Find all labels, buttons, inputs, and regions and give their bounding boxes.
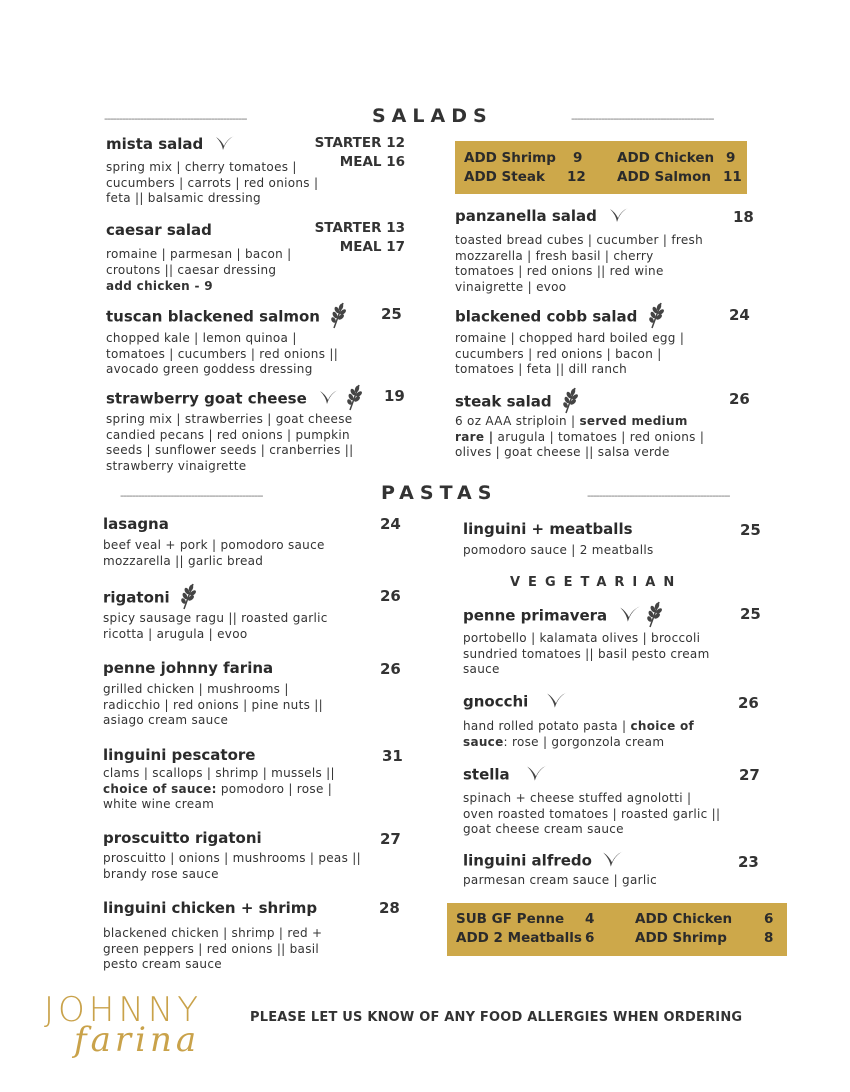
desc-bold: served medium rare | (455, 414, 688, 444)
item-price: 25 (740, 605, 761, 623)
item-name: gnocchi (463, 692, 529, 711)
addon-label: ADD Steak (464, 169, 545, 185)
menu-item-linguini-alfredo (463, 850, 625, 872)
desc-part: : rose | gorgonzola cream (503, 734, 665, 749)
menu-item-linguini-pescatore: linguini pescatore (103, 746, 256, 764)
leaf-icon (318, 389, 340, 409)
item-price: 23 (738, 853, 759, 871)
price-meal: MEAL 16 (339, 154, 405, 170)
leaf-icon (214, 135, 236, 155)
item-name: linguini alfredo (463, 851, 592, 870)
item-price: 27 (739, 766, 760, 784)
item-description (455, 414, 720, 461)
menu-item-linguini-chicken-shrimp: linguini chicken + shrimp (103, 899, 318, 917)
salads-left-rule: ------------------------------------------------ (104, 112, 247, 125)
item-description: portobello | kalamata olives | broccoli sundried tomatoes || basil pesto cream sauce (463, 631, 710, 676)
item-price: 19 (384, 387, 405, 405)
leaf-icon (608, 207, 630, 227)
price-meal: MEAL 17 (339, 239, 405, 255)
logo (44, 990, 234, 1070)
addon-label: SUB GF Penne (456, 911, 565, 927)
menu-item-caesar-salad: caesar salad (106, 221, 212, 239)
addon-label: ADD Chicken (635, 911, 733, 927)
addon-price: 9 (573, 150, 583, 166)
item-description: pomodoro sauce | 2 meatballs (463, 543, 654, 557)
menu-item-penne-primavera (463, 600, 663, 632)
menu-item-blackened-cobb-salad (455, 301, 665, 333)
menu-item-lasagna: lasagna (103, 515, 169, 533)
item-description: spicy sausage ragu || roasted garlic ricotta | arugula | evoo (103, 611, 328, 641)
desc-part: 6 oz AAA striploin | (455, 414, 580, 428)
desc-part: hand rolled potato pasta | (463, 719, 631, 733)
item-description: parmesan cream sauce | garlic (463, 873, 658, 887)
addon-price: 6 (585, 930, 595, 946)
item-description: toasted bread cubes | cucumber | fresh mozzarella | fresh basil | cherry tomatoes | red onions || red wine vinaigrette | evoo (455, 233, 703, 294)
item-price: 26 (738, 694, 759, 712)
item-description (463, 719, 718, 750)
item-description: chopped kale | lemon quinoa | tomatoes | cucumbers | red onions || avocado green goddess dressing (106, 331, 339, 376)
menu-item-mista-salad (106, 134, 236, 155)
wheat-icon (181, 582, 197, 614)
desc-part: clams | scallops | shrimp | mussels || (103, 766, 335, 780)
wheat-icon (331, 301, 347, 333)
addon-price: 9 (726, 150, 736, 166)
addon-label: ADD Shrimp (635, 930, 727, 946)
desc-part: arugula | tomatoes | red onions | olives | goat cheese || salsa verde (455, 429, 705, 459)
addon-label: ADD 2 Meatballs (456, 930, 582, 946)
item-price: 27 (380, 830, 401, 848)
item-price: 25 (381, 305, 402, 323)
leaf-icon (545, 691, 569, 713)
item-name: penne primavera (463, 606, 608, 625)
item-extra: add chicken - 9 (106, 279, 213, 293)
pastas-left-rule: ------------------------------------------------ (120, 489, 263, 502)
item-price: 18 (733, 208, 754, 226)
wheat-icon (649, 301, 665, 333)
desc-part: pomodoro | rose | white wine cream (103, 781, 333, 811)
price-starter: STARTER 12 (314, 135, 405, 151)
leaf-icon (601, 850, 625, 872)
addon-price: 11 (723, 169, 742, 185)
leaf-icon (525, 764, 549, 786)
item-name: strawberry goat cheese (106, 389, 307, 408)
item-price: 26 (729, 390, 750, 408)
item-name: blackened cobb salad (455, 307, 638, 326)
menu-item-gnocchi (463, 691, 569, 713)
item-price: 24 (380, 515, 401, 533)
item-name: panzanella salad (455, 207, 597, 225)
menu-item-strawberry-goat-cheese (106, 383, 363, 415)
item-price: 28 (379, 899, 400, 917)
addon-price: 6 (764, 911, 774, 927)
item-price: 25 (740, 521, 761, 539)
item-price: 31 (382, 747, 403, 765)
addon-label: ADD Salmon (617, 169, 711, 185)
salad-addons-box (455, 141, 747, 194)
pastas-title: PASTAS (381, 482, 498, 504)
item-price: 24 (729, 306, 750, 324)
desc-bold: choice of sauce (463, 719, 695, 749)
salads-right-rule: ------------------------------------------------ (571, 112, 714, 125)
item-description: spring mix | cherry tomatoes | cucumbers | carrots | red onions | feta || balsamic dressing (106, 160, 319, 205)
item-name: tuscan blackened salmon (106, 307, 320, 326)
logo-farina: farina (74, 1020, 201, 1060)
menu-item-proscuitto-rigatoni: proscuitto rigatoni (103, 829, 262, 847)
item-description: grilled chicken | mushrooms | radicchio | red onions | pine nuts || asiago cream sauce (103, 682, 323, 727)
desc-bold: choice of sauce: (103, 781, 217, 796)
addon-label: ADD Shrimp (464, 150, 556, 166)
menu-item-panzanella-salad (455, 206, 630, 227)
addon-label: ADD Chicken (617, 150, 715, 166)
addon-price: 4 (585, 911, 595, 927)
allergy-notice: PLEASE LET US KNOW OF ANY FOOD ALLERGIES WHEN ORDERING (250, 1010, 743, 1025)
item-price: 26 (380, 660, 401, 678)
item-name: rigatoni (103, 588, 170, 607)
item-name: steak salad (455, 392, 552, 411)
wheat-icon (347, 383, 363, 415)
menu-item-rigatoni (103, 582, 197, 614)
wheat-icon (647, 600, 663, 632)
item-name: stella (463, 765, 510, 784)
pasta-addons-box (447, 903, 787, 956)
vegetarian-title: VEGETARIAN (510, 575, 683, 590)
item-description: romaine | parmesan | bacon | croutons || caesar dressing (106, 247, 292, 277)
price-starter: STARTER 13 (314, 220, 405, 236)
item-description: blackened chicken | shrimp | red + green peppers | red onions || basil pesto cream sauce (103, 926, 323, 971)
item-description: spring mix | strawberries | goat cheese candied pecans | red onions | pumpkin seeds | sunflower seeds | cranberries || strawberry vinaigrette (106, 412, 354, 473)
item-description: romaine | chopped hard boiled egg | cucumbers | red onions | bacon | tomatoes | feta || dill ranch (455, 331, 685, 376)
item-description: proscuitto | onions | mushrooms | peas || brandy rose sauce (103, 851, 361, 881)
item-name: mista salad (106, 135, 204, 153)
menu-item-penne-johnny-farina: penne johnny farina (103, 659, 274, 677)
item-description: spinach + cheese stuffed agnolotti | oven roasted tomatoes | roasted garlic || goat cheese cream sauce (463, 791, 721, 836)
menu-item-tuscan-blackened-salmon (106, 301, 347, 333)
addon-price: 12 (567, 169, 586, 185)
addon-price: 8 (764, 930, 774, 946)
item-description (103, 766, 358, 813)
item-price (305, 219, 405, 257)
menu-item-stella (463, 764, 549, 786)
leaf-icon (618, 605, 642, 627)
pastas-right-rule: ------------------------------------------------ (587, 489, 730, 502)
item-description: beef veal + pork | pomodoro sauce mozzarella || garlic bread (103, 538, 325, 568)
logo-johnny: JOHNNY (44, 990, 202, 1030)
item-price: 26 (380, 587, 401, 605)
menu-item-linguini-meatballs: linguini + meatballs (463, 520, 633, 538)
salads-title: SALADS (372, 105, 493, 127)
